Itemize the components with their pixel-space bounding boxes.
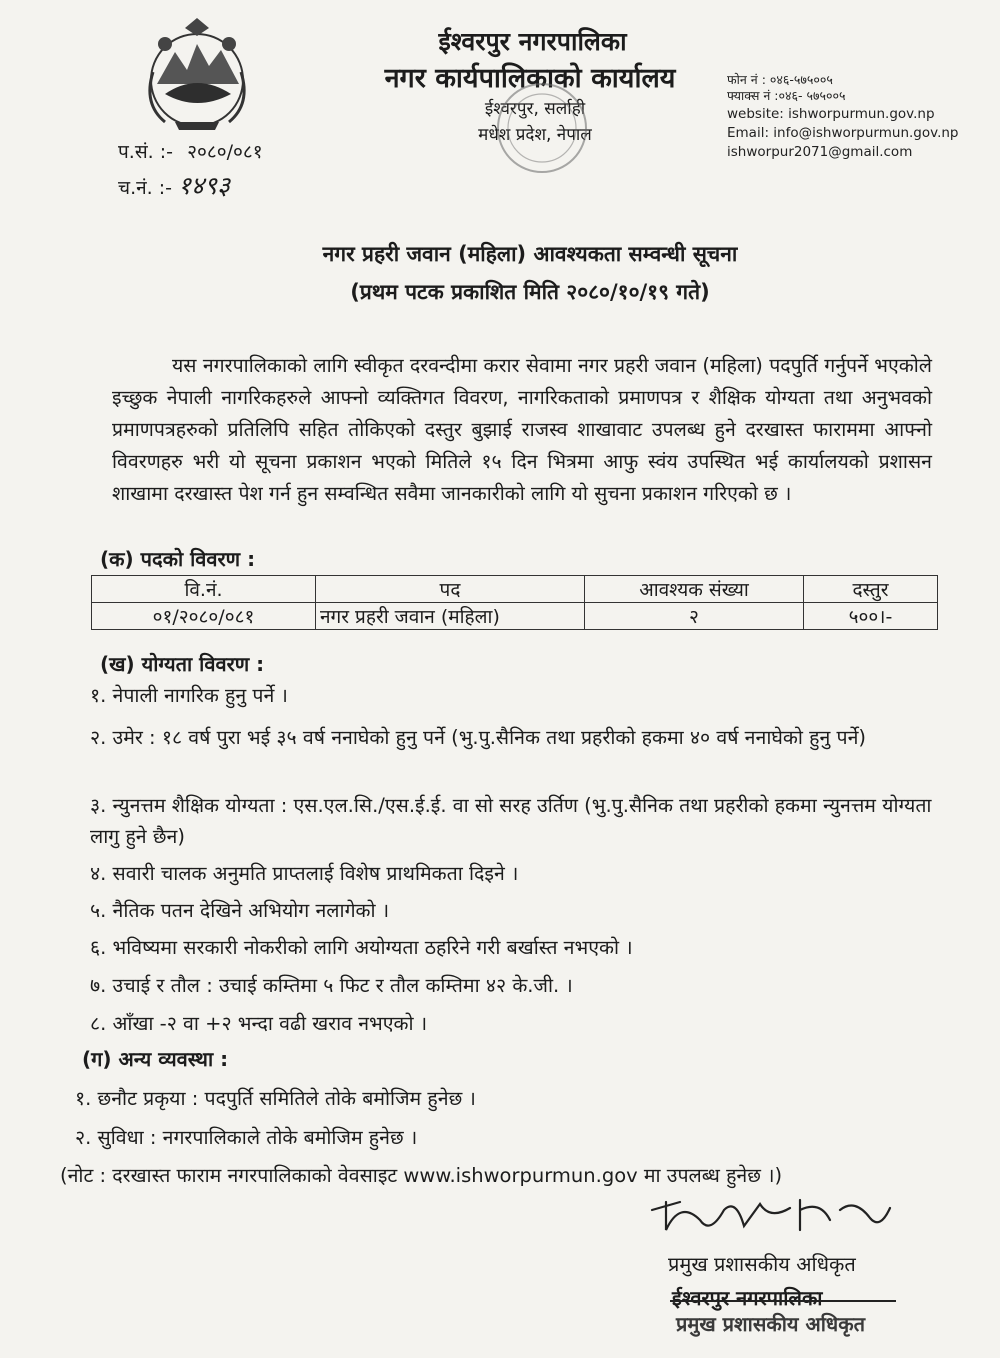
website: website: ishworpurmun.gov.np [727,106,935,122]
notice-title: नगर प्रहरी जवान (महिला) आवश्यकता सम्वन्धी सूचना [322,242,738,266]
fax: फ्याक्स नं :०४६- ५७५००५ [727,88,846,103]
notice-subtitle: (प्रथम पटक प्रकाशित मिति २०८०/१०/१९ गते) [350,280,710,304]
col-required: आवश्यक संख्या [585,576,804,603]
col-serial: वि.नं. [92,576,316,603]
patra-sankhya [118,138,263,164]
col-fee: दस्तुर [804,576,938,603]
signatory-title: प्रमुख प्रशासकीय अधिकृत [668,1252,856,1276]
chalani-value: १४९३ [178,171,231,200]
section-ga-heading: (ग) अन्य व्यवस्था : [82,1047,229,1071]
post-table [91,575,938,630]
address-line-1: ईश्वरपुर, सर्लाही [484,99,586,119]
cell-fee: ५००।- [804,603,938,630]
signature [640,1180,900,1240]
list-item: २. उमेर : १८ वर्ष पुरा भई ३५ वर्ष ननाघेको हुनु पर्ने (भु.पु.सैनिक तथा प्रहरीको हकमा ४० वर्ष ननाघेको हुनु पर्ने) [90,726,867,749]
table-header-row [92,576,938,603]
list-item: ३. न्युनत्तम शैक्षिक योग्यता : एस.एल.सि./एस.ई.ई. वा सो सरह उर्तिण (भु.पु.सैनिक तथा प्रहरीको हकमा न्युनत्तम योग्यता लागु हुने छैन) [90,794,932,848]
office-name: नगर कार्यपालिकाको कार्यालय [384,63,676,94]
list-item: ६. भविष्यमा सरकारी नोकरीको लागि अयोग्यता ठहरिने गरी बर्खास्त नभएको । [90,936,633,959]
cell-required: २ [585,603,804,630]
list-item: ५. नैतिक पतन देखिने अभियोग नलागेको । [90,899,390,922]
chalani-label: च.नं. :- [118,177,172,199]
list-item: ८. आँखा -२ वा +२ भन्दा वढी खराव नभएको । [90,1012,428,1035]
address-line-2: मधेश प्रदेश, नेपाल [478,125,592,145]
contact-block [727,70,958,162]
list-item: २. सुविधा : नगरपालिकाले तोके बमोजिम हुनेछ । [75,1126,418,1149]
chalani-number [118,168,230,202]
email-2: ishworpur2071@gmail.com [727,144,913,160]
office-stamp [492,78,592,178]
org-name: ईश्वरपुर नगरपालिका [438,27,627,56]
notice-body: यस नगरपालिकाको लागि स्वीकृत दरवन्दीमा करार सेवामा नगर प्रहरी जवान (महिला) पदपुर्ति गर्नुपर्ने भएकोले इच्छुक नेपाली नागरिकहरुले आफ्नो व्यक्तिगत विवरण, नागरिकताको प्रमाणपत्र र शैक्षिक योग्यता तथा अनुभवको प्रमाणपत्रहरुको प्रतिलिपि सहित तोकिएको दस्तुर बुझाई राजस्व शाखावाट उपलब्ध हुने दरखास्त फाराममा आफ्नो विवरणहरु भरी यो सूचना प्रकाशन भएको मितिले १५ दिन भित्रमा आफु स्वंय उपस्थित भई कार्यालयको प्रशासन शाखामा दरखास्त पेश गर्न हुन सम्वन्धित सवैमा जानकारीको लागि यो सुचना प्रकाशन गरिएको छ । [112,354,932,505]
email: Email: info@ishworpurmun.gov.np [727,125,959,141]
list-item: ४. सवारी चालक अनुमति प्राप्तलाई विशेष प्राथमिकता दिइने । [90,862,519,885]
phone: फोन नं : ०४६-५७५००५ [727,72,833,87]
cell-serial: ०१/२०८०/०८१ [92,603,316,630]
section-ka-heading: (क) पदको विवरण : [100,547,256,571]
note: (नोट : दरखास्त फाराम नगरपालिकाको वेवसाइट www.ishworpurmun.gov मा उपलब्ध हुनेछ ।) [60,1164,783,1187]
list-item: ७. उचाई र तौल : उचाई कम्तिमा ५ फिट र तौल कम्तिमा ४२ के.जी. । [90,974,573,997]
stamp-strike [670,1300,896,1302]
patra-value: २०८०/०८१ [187,141,263,163]
section-kha-heading: (ख) योग्यता विवरण : [100,652,265,676]
list-item: १. छनौट प्रकृया : पदपुर्ति समितिले तोके बमोजिम हुनेछ । [75,1087,476,1110]
signatory-org: ईश्वरपुर नगरपालिका [672,1286,823,1310]
cell-post: नगर प्रहरी जवान (महिला) [316,603,585,630]
list-item: १. नेपाली नागरिक हुनु पर्ने । [90,684,288,707]
nepal-emblem-icon [135,14,260,134]
col-post: पद [316,576,585,603]
table-row [92,603,938,630]
patra-label: प.सं. :- [118,141,174,163]
signatory-stamp: प्रमुख प्रशासकीय अधिकृत [676,1312,865,1336]
